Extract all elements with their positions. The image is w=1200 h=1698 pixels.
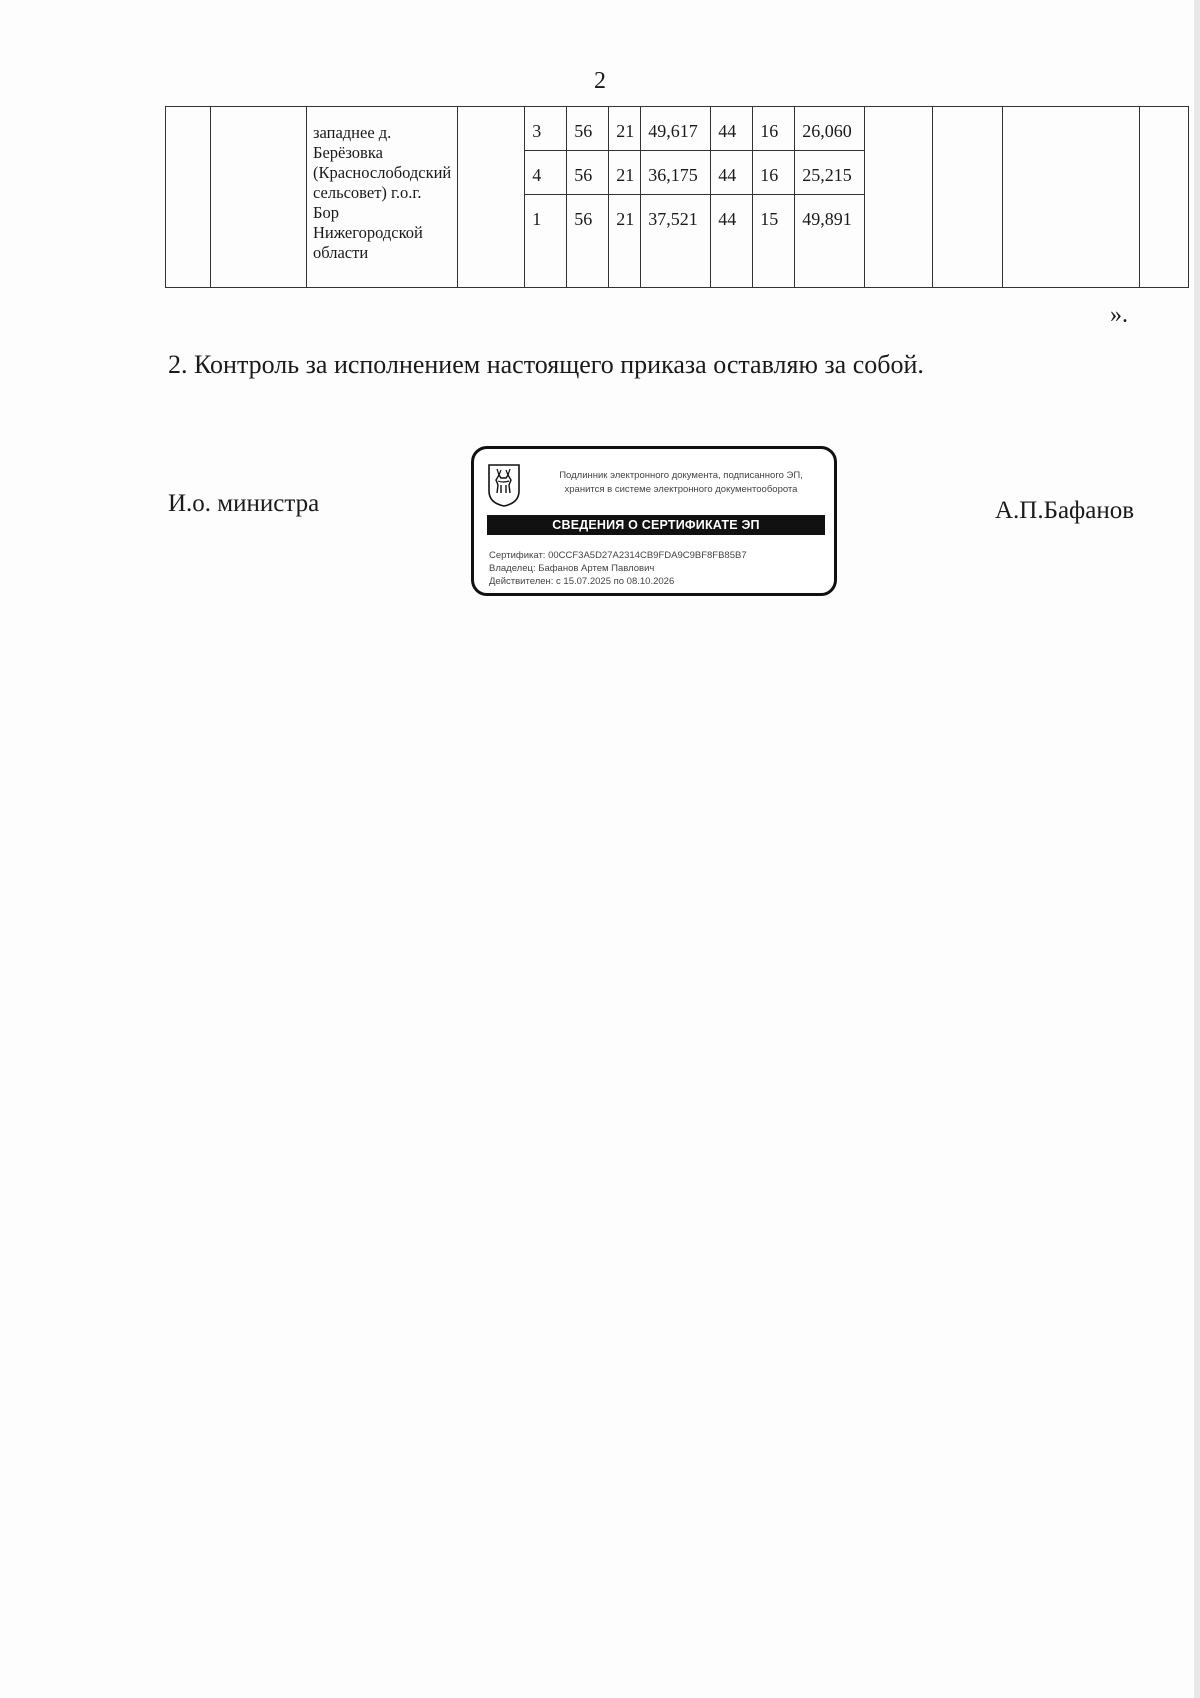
- latitude-seconds-column: [641, 107, 711, 288]
- latitude-minutes: 21: [609, 151, 640, 195]
- point-number: 4: [525, 151, 566, 195]
- control-paragraph: 2. Контроль за исполнением настоящего приказа оставляю за собой.: [168, 350, 924, 379]
- latitude-degrees: 56: [574, 209, 593, 229]
- longitude-degrees-column: [711, 107, 753, 288]
- stamp-note: [536, 469, 826, 497]
- latitude-seconds: 37,521: [648, 209, 698, 229]
- table-cell-empty: [211, 107, 307, 288]
- latitude-degrees: 56: [567, 107, 608, 151]
- longitude-degrees: 44: [718, 209, 737, 229]
- longitude-degrees: 44: [711, 107, 752, 151]
- closing-quote: ».: [1110, 302, 1128, 328]
- signatory-name: А.П.Бафанов: [995, 497, 1135, 524]
- longitude-seconds: 49,891: [802, 209, 852, 229]
- latitude-minutes: 21: [616, 209, 635, 229]
- latitude-seconds: 36,175: [641, 151, 710, 195]
- table-cell-empty: [1003, 107, 1140, 288]
- stamp-note-line: хранится в системе электронного документооборота: [564, 484, 798, 495]
- certificate-validity: Действителен: с 15.07.2025 по 08.10.2026: [489, 576, 675, 587]
- page-number: 2: [594, 68, 606, 94]
- longitude-seconds: 25,215: [795, 151, 864, 195]
- stamp-note-line: Подлинник электронного документа, подписанного ЭП,: [559, 470, 803, 481]
- longitude-seconds-column: [795, 107, 865, 288]
- table-row: [166, 107, 1189, 288]
- longitude-minutes: 15: [760, 209, 779, 229]
- table-cell-empty: [458, 107, 525, 288]
- location-cell: [307, 107, 458, 288]
- table-cell-empty: [865, 107, 933, 288]
- table-cell-empty: [1140, 107, 1189, 288]
- point-number-column: [525, 107, 567, 288]
- electronic-signature-stamp: [471, 446, 837, 596]
- coordinates-table: [165, 106, 1189, 288]
- latitude-degrees-column: [567, 107, 609, 288]
- longitude-minutes: 16: [753, 151, 794, 195]
- certificate-number: Сертификат: 00CCF3A5D27A2314CB9FDA9C9BF8FB85B7: [489, 550, 747, 561]
- longitude-minutes-column: [753, 107, 795, 288]
- longitude-degrees: 44: [711, 151, 752, 195]
- point-number: 1: [532, 209, 542, 229]
- signatory-role: И.о. министра: [168, 490, 320, 517]
- latitude-degrees: 56: [567, 151, 608, 195]
- certificate-owner: Владелец: Бафанов Артем Павлович: [489, 563, 655, 574]
- longitude-minutes: 16: [753, 107, 794, 151]
- table-cell-empty: [933, 107, 1003, 288]
- page-edge-shadow: [1194, 0, 1200, 1698]
- point-number: 3: [525, 107, 566, 151]
- longitude-seconds: 26,060: [795, 107, 864, 151]
- latitude-minutes-column: [609, 107, 641, 288]
- stamp-title-bar: СВЕДЕНИЯ О СЕРТИФИКАТЕ ЭП: [487, 515, 825, 535]
- certificate-details: [489, 549, 747, 588]
- latitude-seconds: 49,617: [641, 107, 710, 151]
- nizhny-novgorod-deer-emblem-icon: [487, 463, 521, 507]
- latitude-minutes: 21: [609, 107, 640, 151]
- table-cell-empty: [166, 107, 211, 288]
- location-text: западнее д. Берёзовка (Краснослободский сельсовет) г.о.г. Бор Нижегородской области: [313, 123, 452, 262]
